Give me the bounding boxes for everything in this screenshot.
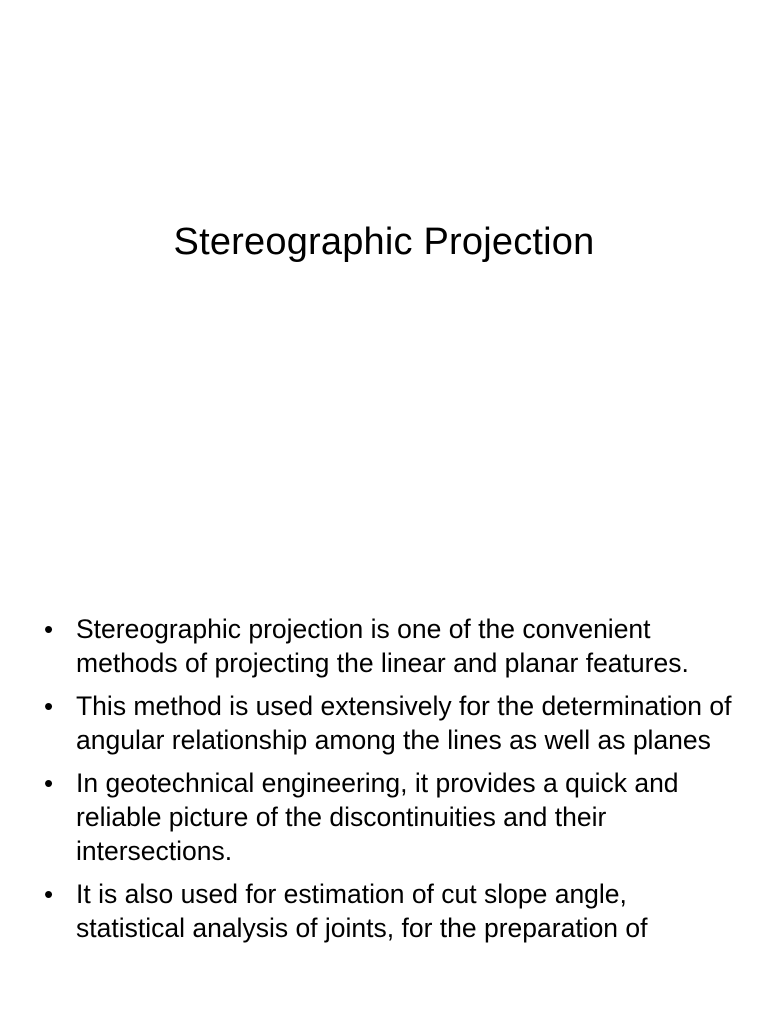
bullet-text: In geotechnical engineering, it provides a quick and reliable picture of the discontinuities and their intersections. (76, 768, 679, 866)
slide-title: Stereographic Projection (173, 221, 595, 263)
bullet-item (44, 766, 734, 868)
bullet-item (44, 612, 734, 680)
bullet-dot-icon: • (44, 691, 54, 721)
bullet-list (44, 612, 734, 954)
bullet-dot-icon: • (44, 768, 54, 798)
bullet-text: This method is used extensively for the determination of angular relationship among the lines as well as planes (76, 691, 732, 755)
bullet-text: It is also used for estimation of cut slope angle, statistical analysis of joints, for the preparation of (76, 879, 648, 943)
bullet-item (44, 689, 734, 757)
bullet-text: Stereographic projection is one of the convenient methods of projecting the linear and planar features. (76, 614, 689, 678)
bullet-item (44, 877, 734, 945)
bullet-dot-icon: • (44, 879, 54, 909)
bullet-dot-icon: • (44, 614, 54, 644)
